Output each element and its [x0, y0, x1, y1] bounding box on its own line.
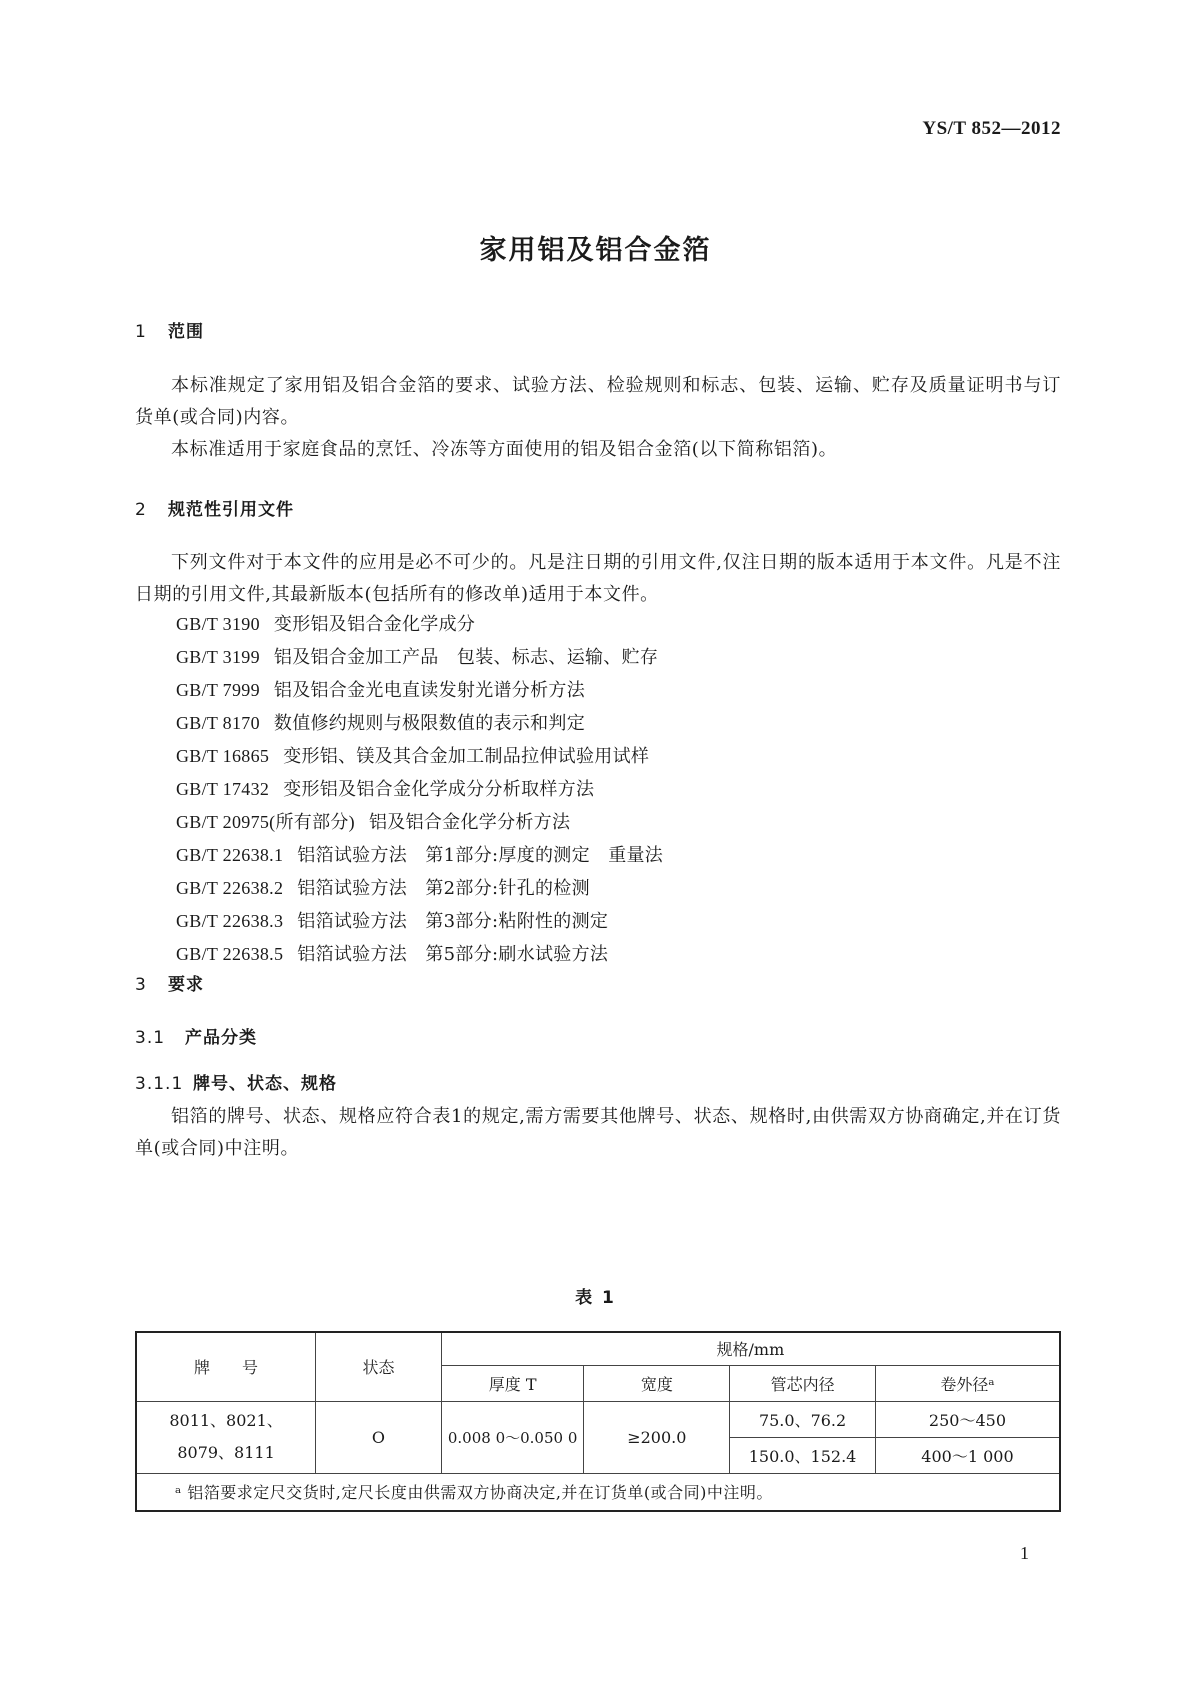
header-width: 宽度 [584, 1365, 730, 1401]
grades-line: 8011、8021、 [169, 1411, 283, 1430]
header-temper: 状态 [316, 1332, 442, 1401]
reference-code: GB/T 7999 [176, 680, 260, 700]
reference-title: 变形铝及铝合金化学成分 [273, 614, 476, 635]
reference-code: GB/T 3190 [176, 614, 260, 634]
reference-code: GB/T 17432 [176, 779, 270, 799]
table-caption: 表 1 [575, 1288, 616, 1308]
section-3-1-1-body [135, 1101, 1061, 1165]
section-number: 3.1 [135, 1028, 166, 1048]
reference-title: 变形铝及铝合金化学成分分析取样方法 [283, 779, 595, 800]
reference-title: 铝及铝合金加工产品 包装、标志、运输、贮存 [273, 647, 659, 668]
reference-title: 铝箔试验方法 第1部分:厚度的测定 重量法 [297, 845, 664, 866]
section-title: 规范性引用文件 [168, 500, 294, 520]
normative-references-list [176, 608, 663, 971]
reference-item [176, 872, 663, 905]
cell-grades [136, 1401, 316, 1473]
reference-item [176, 905, 663, 938]
page-number: 1 [1020, 1543, 1029, 1563]
paragraph: 铝箔的牌号、状态、规格应符合表1的规定,需方需要其他牌号、状态、规格时,由供需双方协商确定,并在订货单(或合同)中注明。 [135, 1106, 1061, 1159]
header-spec: 规格/mm [441, 1332, 1060, 1365]
reference-code: GB/T 22638.3 [176, 911, 284, 931]
reference-title: 铝箔试验方法 第5部分:刷水试验方法 [297, 944, 609, 965]
standard-code: YS/T 852—2012 [922, 118, 1061, 139]
cell-core-id: 150.0、152.4 [730, 1437, 876, 1473]
cell-width: ≥200.0 [584, 1401, 730, 1473]
grades-line: 8079、8111 [177, 1443, 275, 1462]
header-thickness: 厚度 T [441, 1365, 584, 1401]
header-grade: 牌 号 [136, 1332, 316, 1401]
section-title: 牌号、状态、规格 [193, 1074, 337, 1094]
reference-code: GB/T 3199 [176, 647, 260, 667]
cell-core-id: 75.0、76.2 [730, 1401, 876, 1437]
section-title: 产品分类 [185, 1028, 257, 1048]
table-footnote: ᵃ 铝箔要求定尺交货时,定尺长度由供需双方协商决定,并在订货单(或合同)中注明。 [136, 1473, 1060, 1511]
reference-code: GB/T 22638.2 [176, 878, 284, 898]
reference-code: GB/T 20975(所有部分) [176, 812, 355, 832]
reference-title: 铝及铝合金光电直读发射光谱分析方法 [273, 680, 585, 701]
section-3-1-heading [135, 1023, 257, 1048]
reference-item [176, 641, 663, 674]
spec-table [135, 1331, 1061, 1512]
reference-code: GB/T 16865 [176, 746, 270, 766]
reference-item [176, 839, 663, 872]
reference-title: 数值修约规则与极限数值的表示和判定 [273, 713, 585, 734]
cell-outer-diameter: 250～450 [875, 1401, 1060, 1437]
section-number: 3.1.1 [135, 1074, 184, 1094]
reference-code: GB/T 22638.5 [176, 944, 284, 964]
cell-temper: O [316, 1401, 442, 1473]
reference-item [176, 608, 663, 641]
reference-item [176, 740, 663, 773]
section-2-intro [135, 547, 1061, 611]
document-title: 家用铝及铝合金箔 [479, 235, 712, 266]
reference-code: GB/T 8170 [176, 713, 260, 733]
reference-item [176, 707, 663, 740]
section-2-heading [135, 495, 294, 520]
section-title: 要求 [168, 975, 204, 995]
cell-thickness: 0.008 0～0.050 0 [441, 1401, 584, 1473]
paragraph: 本标准适用于家庭食品的烹饪、冷冻等方面使用的铝及铝合金箔(以下简称铝箔)。 [171, 439, 838, 460]
table-row [136, 1401, 1060, 1437]
section-1-heading [135, 317, 204, 342]
reference-title: 铝及铝合金化学分析方法 [368, 812, 571, 833]
section-3-heading [135, 970, 204, 995]
paragraph: 下列文件对于本文件的应用是必不可少的。凡是注日期的引用文件,仅注日期的版本适用于本文件。凡是不注日期的引用文件,其最新版本(包括所有的修改单)适用于本文件。 [135, 552, 1061, 605]
reference-title: 铝箔试验方法 第2部分:针孔的检测 [297, 878, 590, 899]
cell-outer-diameter: 400～1 000 [875, 1437, 1060, 1473]
header-outer-diameter: 卷外径ᵃ [875, 1365, 1060, 1401]
header-core-id: 管芯内径 [730, 1365, 876, 1401]
section-1-body [135, 370, 1061, 466]
reference-item [176, 938, 663, 971]
reference-title: 铝箔试验方法 第3部分:粘附性的测定 [297, 911, 609, 932]
section-number: 1 [135, 322, 147, 342]
reference-item [176, 674, 663, 707]
section-number: 2 [135, 500, 147, 520]
section-3-1-1-heading [135, 1069, 337, 1094]
paragraph: 本标准规定了家用铝及铝合金箔的要求、试验方法、检验规则和标志、包装、运输、贮存及质量证明书与订货单(或合同)内容。 [135, 375, 1061, 428]
section-title: 范围 [168, 322, 204, 342]
section-number: 3 [135, 975, 147, 995]
reference-item [176, 773, 663, 806]
reference-item [176, 806, 663, 839]
reference-code: GB/T 22638.1 [176, 845, 284, 865]
reference-title: 变形铝、镁及其合金加工制品拉伸试验用试样 [283, 746, 650, 767]
